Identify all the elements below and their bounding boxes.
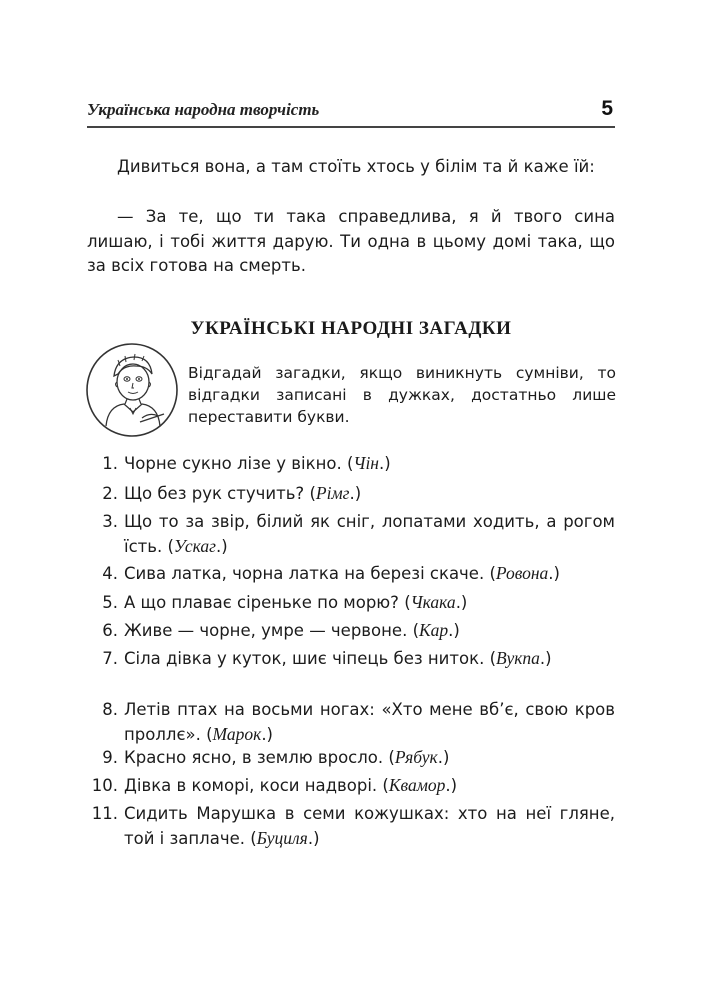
riddle-item [102,561,615,586]
riddle-number: 10. [91,776,118,795]
riddle-text: Сидить Марушка в семи кожушках: хто на неї гляне, той і заплаче. [124,804,615,848]
riddle-text: Що без рук стучить? [124,484,310,503]
riddle-answer: (Ускаг.) [167,536,228,556]
riddle-item [102,745,615,770]
running-header [87,98,615,128]
riddle-text: Красно ясно, в землю вросло. [124,748,389,767]
riddle-text: Живе — чорне, умре — червоне. [124,621,413,640]
riddle-item [102,451,615,476]
riddle-item [102,509,615,559]
riddle-answer: (Буциля.) [250,828,320,848]
riddle-item [102,590,615,615]
section-intro: Відгадай загадки, якщо виникнуть сумніви, то відгадки записані в дужках, достатньо лише переставити букви. [188,364,616,426]
page-number: 5 [601,97,613,120]
riddle-answer: (Рімг.) [309,483,362,503]
riddle-number: 11. [91,804,118,823]
riddle-answer: (Вукпа.) [489,648,552,668]
riddle-number: 8. [102,700,118,719]
riddle-text: Чорне сукно лізе у вікно. [124,454,347,473]
riddle-text: Летів птах на восьми ногах: «Хто мене вб’є, свою кров проллє». [124,700,615,744]
riddle-number: 5. [102,593,118,612]
boy-illustration-icon [84,342,180,438]
riddle-item [91,773,615,798]
riddle-answer: (Рябук.) [388,747,450,767]
header-title: Українська народна творчість [87,100,320,119]
section-title: УКРАЇНСЬКІ НАРОДНІ ЗАГАДКИ [190,318,512,339]
riddle-item [91,801,615,851]
riddle-number: 2. [102,484,118,503]
riddle-item [102,618,615,643]
story-paragraph-1: Дивиться вона, а там стоїть хтось у білім та й каже їй: [117,157,595,176]
riddle-item [102,697,615,747]
riddle-answer: (Кар.) [412,620,460,640]
riddle-text: Дівка в коморі, коси надворі. [124,776,383,795]
riddle-number: 1. [102,454,118,473]
riddle-number: 9. [102,748,118,767]
riddle-item [102,646,615,671]
riddle-text: Сіла дівка у куток, шиє чіпець без ниток. [124,649,490,668]
riddle-item [102,481,615,506]
riddle-number: 7. [102,649,118,668]
riddle-answer: (Чін.) [346,453,391,473]
riddle-text: Сива латка, чорна латка на березі скаче. [124,564,490,583]
riddle-number: 4. [102,564,118,583]
riddle-text: Що то за звір, білий як сніг, лопатами ходить, а рогом їсть. [124,512,615,556]
riddle-text: А що плаває сіреньке по морю? [124,593,405,612]
riddle-answer: (Ровона.) [489,563,560,583]
riddle-number: 6. [102,621,118,640]
story-paragraph-2: — За те, що ти така справедлива, я й твого сина лишаю, і тобі життя дарую. Ти одна в цьому домі така, що за всіх готова на смерть. [87,207,615,275]
riddle-number: 3. [102,512,118,531]
riddle-answer: (Квамор.) [382,775,458,795]
riddle-answer: (Чкака.) [404,592,468,612]
riddle-answer: (Марок.) [206,724,273,744]
